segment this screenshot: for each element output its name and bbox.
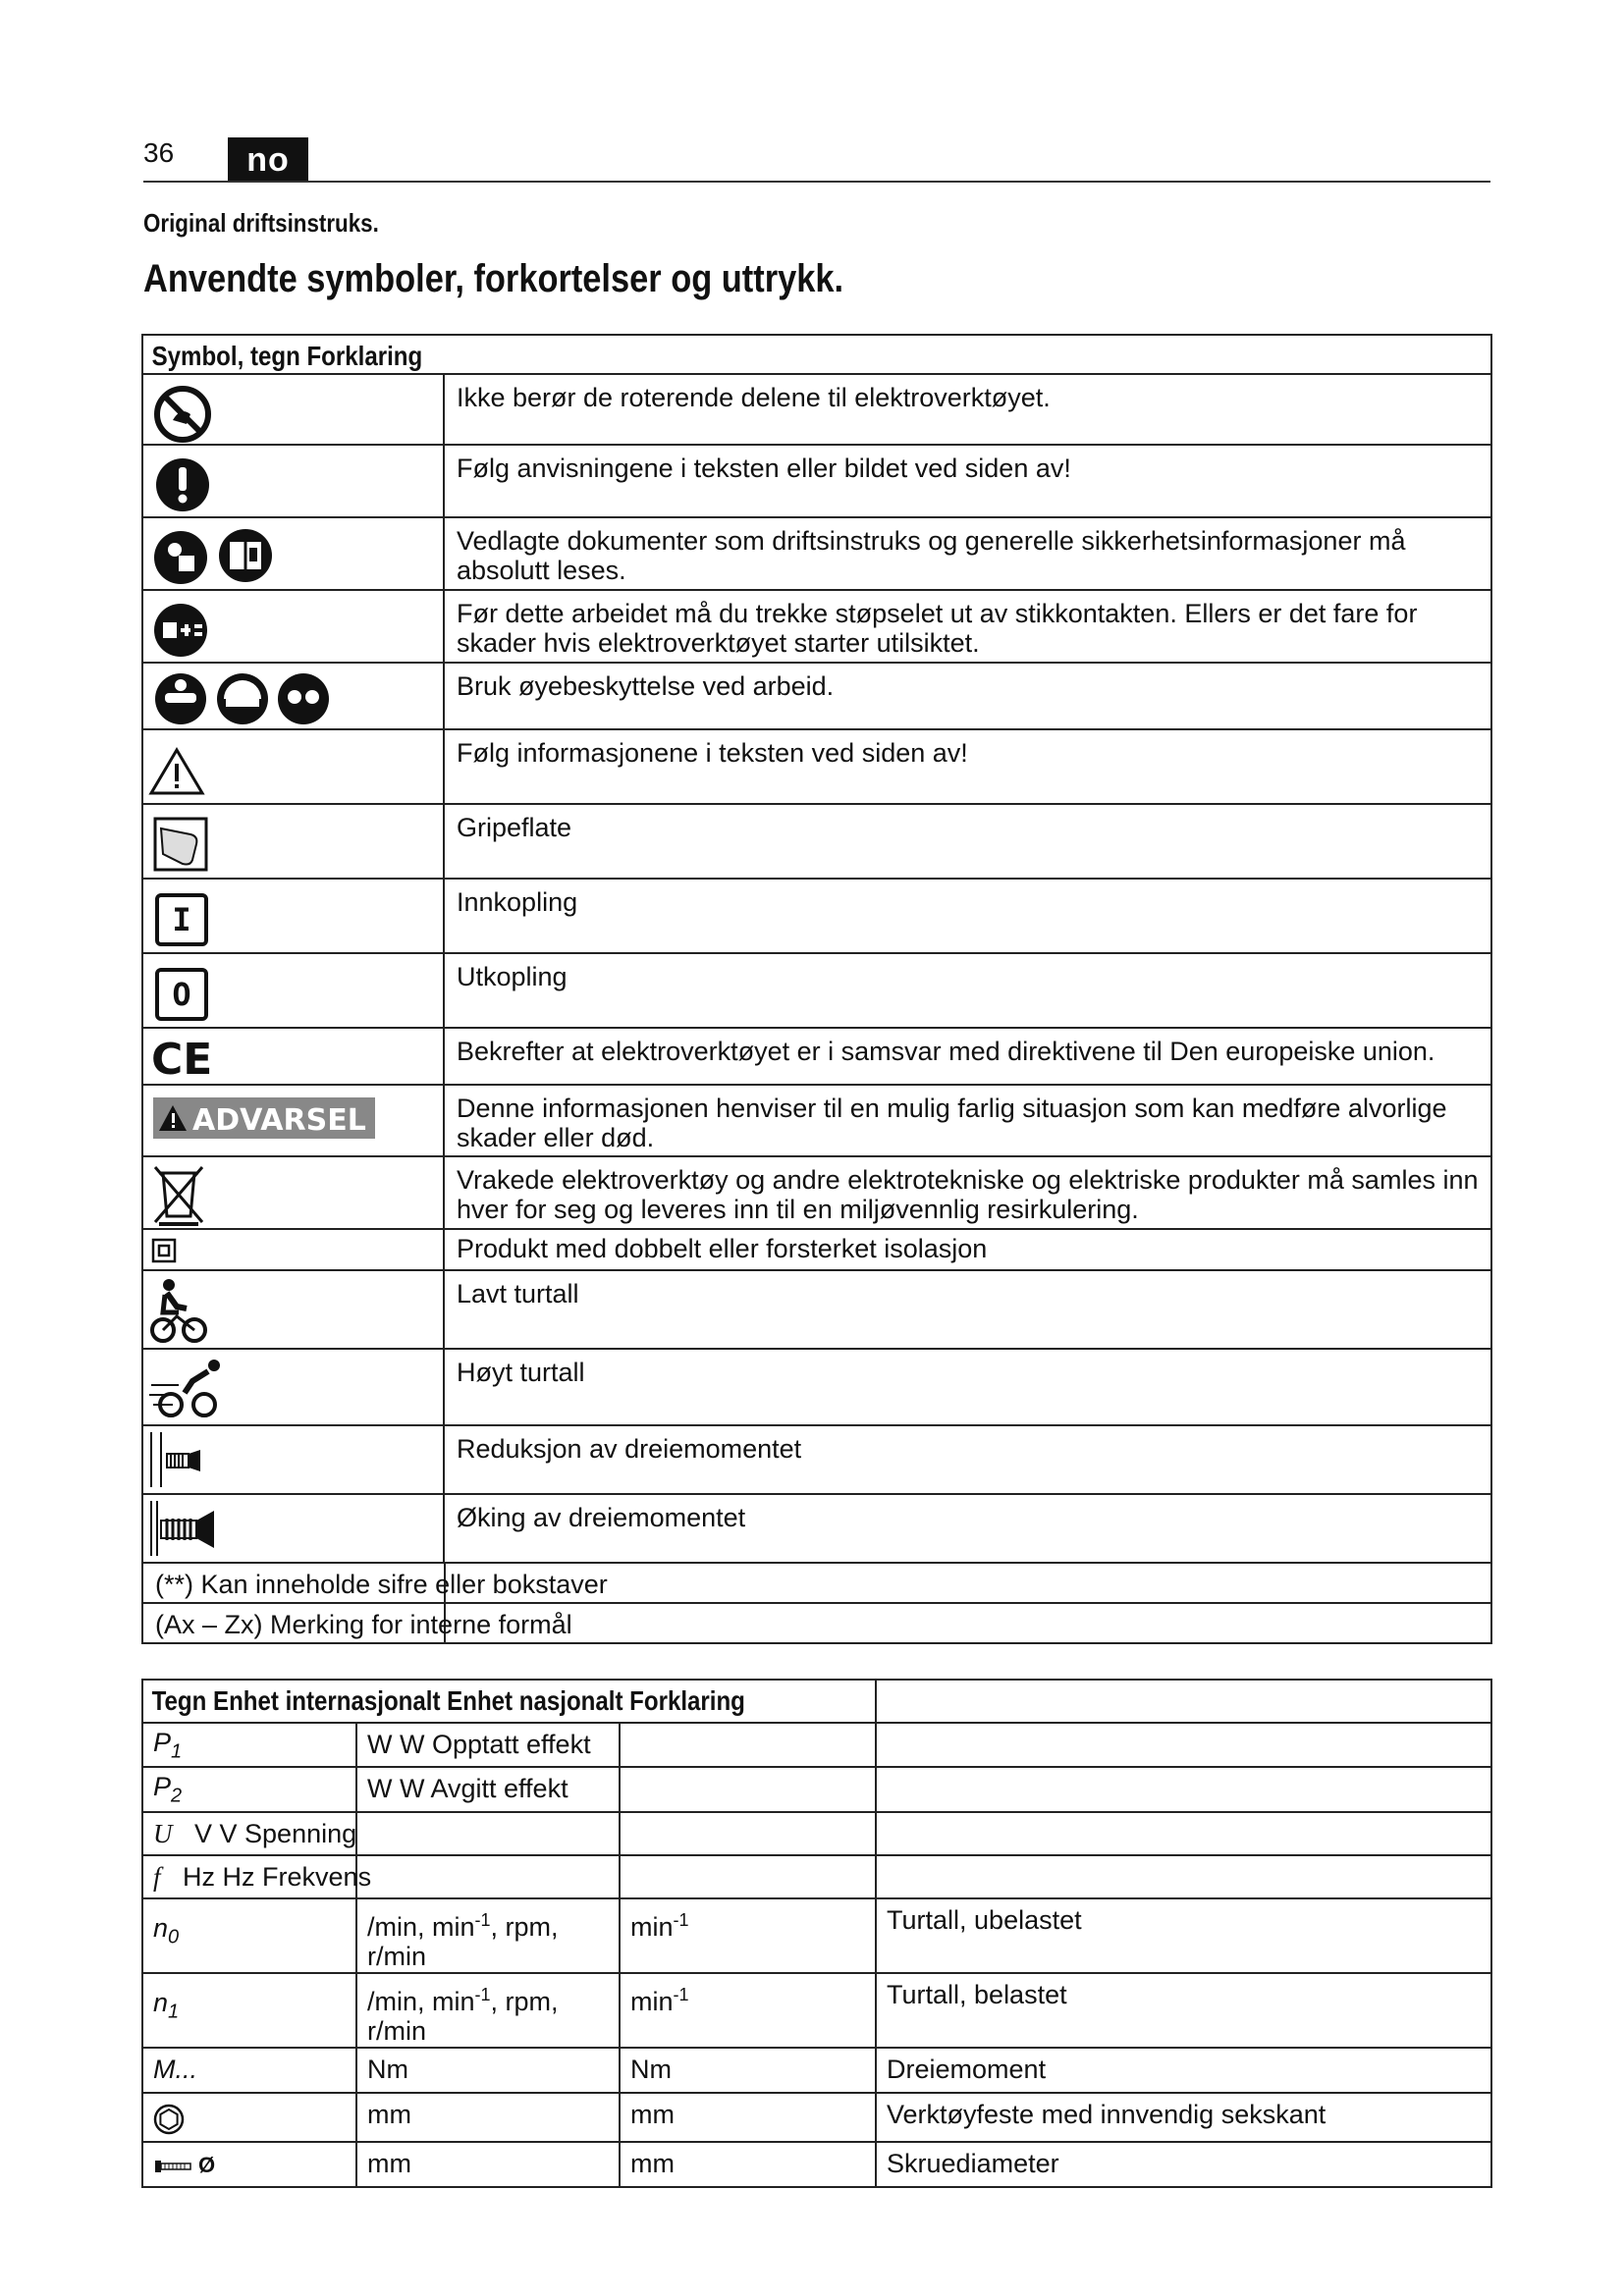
table-row — [142, 729, 1491, 804]
page-number: 36 — [143, 137, 175, 168]
symbol-description: Denne informasjonen henviser til en mulig farlig situasjon som kan medføre alvorlige skader eller død. — [444, 1085, 1491, 1156]
hex-socket-icon — [153, 2100, 192, 2137]
sign-subscript: 1 — [171, 1740, 183, 1763]
symbol-description: Bruk øyebeskyttelse ved arbeid. — [444, 663, 1491, 729]
merged-cell-text: W W Avgitt effekt — [367, 1774, 568, 1804]
warning-triangle-icon — [143, 730, 212, 803]
unplug-icon — [143, 591, 212, 662]
merged-cell-text: W W Opptatt effekt — [367, 1730, 591, 1759]
symbol-description: Utkopling — [444, 953, 1491, 1028]
merged-cell-text: Hz Hz Frekvens — [183, 1861, 372, 1892]
sign-subscript: 0 — [168, 1926, 180, 1949]
symbol-description: Følg anvisningene i teksten eller bildet ved siden av! — [444, 445, 1491, 517]
table-row — [142, 1349, 1491, 1425]
sign-symbol: M... — [142, 2048, 356, 2093]
unit-explanation: Turtall, belastet — [876, 1973, 1491, 2048]
symbol-description: Ikke berør de roterende delene til elektroverktøyet. — [444, 374, 1491, 445]
table-row — [142, 1425, 1491, 1494]
table-row — [142, 374, 1491, 445]
symbol-description: Vrakede elektroverktøy og andre elektrotekniske og elektriske produkter må samles inn hver for seg og leveres inn til en miljøvennlig resirkulering. — [444, 1156, 1491, 1229]
table-row — [142, 1229, 1491, 1270]
footnote: (**) Kan inneholde sifre eller bokstaver — [142, 1563, 1491, 1603]
low-speed-icon — [143, 1271, 222, 1348]
unit-national: $\min^{-1}$ — [620, 1898, 876, 1973]
screw-diameter-icon — [153, 2151, 198, 2180]
symbol-description: Bekrefter at elektroverktøyet er i samsvar med direktivene til Den europeiske union. — [444, 1028, 1491, 1085]
mandatory-action-icon — [143, 446, 212, 516]
ce-mark-icon — [143, 1029, 232, 1084]
unit-national: mm — [620, 2142, 876, 2187]
symbol-description: Innkopling — [444, 879, 1491, 953]
sign-symbol: n — [153, 1987, 169, 2017]
unit-table-header: Tegn Enhet internasjonalt Enhet nasjonalt Forklaring — [151, 1685, 745, 1716]
table-row — [142, 2048, 1491, 2093]
unit-national: Nm — [620, 2048, 876, 2093]
switch-off-label: O — [172, 976, 191, 1013]
symbol-description: Høyt turtall — [444, 1349, 1491, 1425]
merged-cell-text: V V Spenning — [194, 1818, 357, 1848]
unit-international: mm — [356, 2093, 620, 2142]
switch-on-label: I — [172, 901, 191, 938]
table-row — [142, 2093, 1491, 2142]
unit-international: /min, $\min^{-1}$, rpm, r/min — [356, 1898, 620, 1973]
table-row — [142, 445, 1491, 517]
table-row — [142, 1603, 1491, 1643]
sign-symbol: U — [153, 1818, 173, 1848]
table-row — [142, 1563, 1491, 1603]
symbol-table-header: Symbol, tegn Forklaring — [151, 341, 423, 371]
table-row — [142, 804, 1491, 879]
table-row — [142, 590, 1491, 663]
torque-reduction-icon — [143, 1426, 222, 1493]
warning-label-text: ADVARSEL — [192, 1103, 366, 1138]
language-badge: no — [228, 137, 308, 181]
eye-protection-icon — [143, 664, 340, 728]
double-insulation-icon — [143, 1230, 183, 1269]
sign-symbol: P — [153, 1728, 172, 1757]
diameter-symbol: Ø — [198, 2152, 216, 2177]
symbol-description: Gripeflate — [444, 804, 1491, 879]
grip-surface-icon — [143, 805, 212, 878]
symbol-description: Reduksjon av dreiemomentet — [444, 1425, 1491, 1494]
table-row — [142, 1156, 1491, 1229]
table-row — [142, 953, 1491, 1028]
unit-explanation: Skruediameter — [876, 2142, 1491, 2187]
table-row — [142, 1812, 1491, 1855]
unit-international: /min, $\min^{-1}$, rpm, r/min — [356, 1973, 620, 2048]
footnote: (Ax – Zx) Merking for interne formål — [142, 1603, 1491, 1643]
unit-explanation: Verktøyfeste med innvendig sekskant — [876, 2093, 1491, 2142]
symbol-description: Vedlagte dokumenter som driftsinstruks og generelle sikkerhetsinformasjoner må absolutt leses. — [444, 517, 1491, 590]
unit-international: mm — [356, 2142, 620, 2187]
table-row — [142, 879, 1491, 953]
table-row — [142, 1973, 1491, 2048]
table-header-row — [142, 335, 1491, 374]
document-subtitle: Original driftsinstruks. — [143, 208, 379, 238]
high-speed-icon — [143, 1350, 232, 1424]
unit-table — [141, 1679, 1492, 2188]
symbol-description: Produkt med dobbelt eller forsterket isolasjon — [444, 1229, 1491, 1270]
table-row — [142, 1898, 1491, 1973]
read-manual-icon — [143, 518, 281, 589]
symbol-table — [141, 334, 1492, 1644]
table-row — [142, 1855, 1491, 1898]
table-row — [142, 1028, 1491, 1085]
section-title: Anvendte symboler, forkortelser og uttrykk. — [143, 257, 844, 300]
table-row — [142, 2142, 1491, 2187]
ce-mark-text: CE — [151, 1035, 213, 1084]
sign-subscript: 2 — [171, 1785, 183, 1807]
symbol-description: Lavt turtall — [444, 1270, 1491, 1349]
header-divider — [143, 181, 1490, 183]
unit-national: $\min^{-1}$ — [620, 1973, 876, 2048]
unit-international: Nm — [356, 2048, 620, 2093]
table-row — [142, 663, 1491, 729]
table-row — [142, 1270, 1491, 1349]
table-row — [142, 1494, 1491, 1563]
switch-off-icon — [143, 954, 212, 1027]
torque-increase-icon — [143, 1495, 232, 1562]
unit-explanation: Dreiemoment — [876, 2048, 1491, 2093]
table-row — [142, 1723, 1491, 1767]
unit-explanation: Turtall, ubelastet — [876, 1898, 1491, 1973]
no-touch-rotating-icon — [143, 375, 212, 444]
table-row — [142, 517, 1491, 590]
table-row — [142, 1085, 1491, 1156]
weee-bin-icon — [143, 1157, 212, 1228]
table-header-row — [142, 1680, 1491, 1723]
symbol-description: Øking av dreiemomentet — [444, 1494, 1491, 1563]
warning-label-icon — [143, 1086, 379, 1150]
sign-symbol: n — [153, 1912, 169, 1943]
symbol-description: Før dette arbeidet må du trekke støpselet ut av stikkontakten. Ellers er det fare for skader hvis elektroverktøyet starter utilsiktet. — [444, 590, 1491, 663]
symbol-description: Følg informasjonene i teksten ved siden av! — [444, 729, 1491, 804]
table-row — [142, 1767, 1491, 1811]
sign-symbol: P — [153, 1772, 172, 1802]
sign-symbol: f — [153, 1861, 161, 1892]
switch-on-icon — [143, 880, 212, 952]
sign-subscript: 1 — [168, 2001, 180, 2023]
unit-national: mm — [620, 2093, 876, 2142]
